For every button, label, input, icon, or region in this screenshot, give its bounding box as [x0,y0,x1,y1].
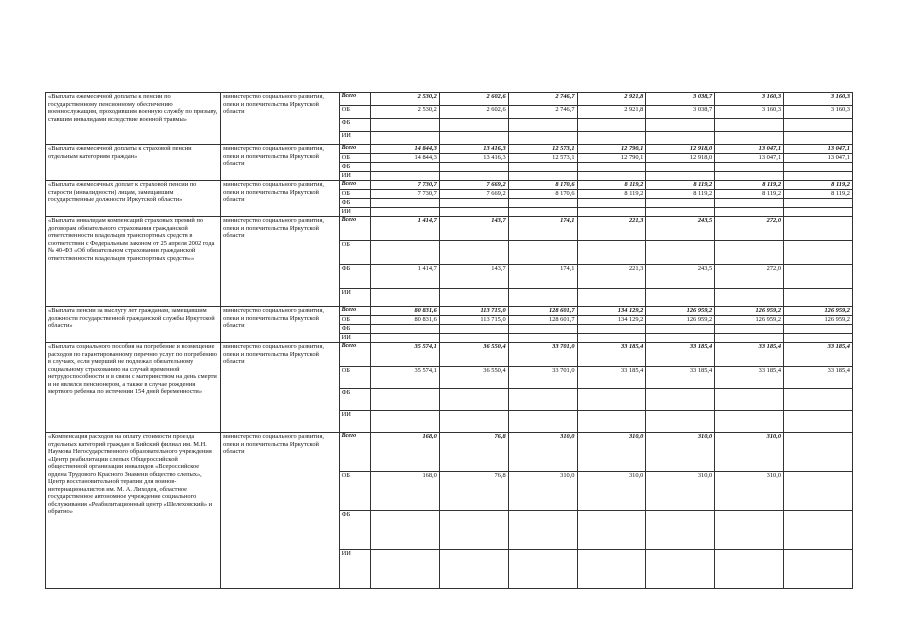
amount-cell: 8 119,2 [577,181,646,190]
amount-cell [577,289,646,307]
amount-cell [715,411,784,433]
amount-cell: 310,0 [577,472,646,511]
amount-cell: 272,0 [715,265,784,289]
amount-cell: 168,0 [370,472,439,511]
amount-cell [646,199,715,208]
amount-cell: 2 530,2 [370,93,439,106]
amount-cell [508,163,577,172]
funding-source-cell: ИИ [339,208,370,217]
amount-cell [646,389,715,411]
amount-cell: 14 844,3 [370,154,439,163]
funding-source-cell: ОБ [339,316,370,325]
amount-cell: 8 119,2 [577,190,646,199]
amount-cell: 12 790,1 [577,154,646,163]
funding-source-cell: Всего [339,93,370,106]
amount-cell [370,550,439,589]
amount-cell [715,325,784,334]
amount-cell [439,208,508,217]
funding-source-cell: ИИ [339,132,370,145]
amount-cell [577,241,646,265]
amount-cell: 126 959,2 [784,316,853,325]
amount-cell [508,389,577,411]
amount-cell [715,163,784,172]
funding-source-cell: ОБ [339,367,370,389]
amount-cell [784,163,853,172]
amount-cell [577,119,646,132]
amount-cell: 14 844,3 [370,145,439,154]
amount-cell: 310,0 [715,472,784,511]
budget-table-body [46,93,853,589]
funding-source-cell: ФБ [339,265,370,289]
amount-cell [577,334,646,343]
amount-cell [646,241,715,265]
amount-cell [439,119,508,132]
amount-cell [370,289,439,307]
amount-cell [577,389,646,411]
amount-cell [508,511,577,550]
amount-cell [646,334,715,343]
amount-cell [439,289,508,307]
budget-table [45,92,853,589]
responsible-org-cell: министерство социального развития, опеки и попечительства Иркутской области [221,217,339,307]
amount-cell: 310,0 [646,433,715,472]
amount-cell: 7 730,7 [370,181,439,190]
measure-name-cell: «Выплата пенсии за выслугу лет гражданам, замещавшим должности государственной гражданской службы Иркутской области» [46,307,221,343]
funding-source-cell: ОБ [339,472,370,511]
amount-cell: 8 170,6 [508,181,577,190]
amount-cell [370,241,439,265]
amount-cell [508,334,577,343]
amount-cell: 143,7 [439,265,508,289]
amount-cell: 33 701,0 [508,367,577,389]
amount-cell [784,172,853,181]
amount-cell: 3 038,7 [646,93,715,106]
funding-source-cell: ФБ [339,511,370,550]
amount-cell: 36 550,4 [439,367,508,389]
funding-source-cell: ФБ [339,325,370,334]
funding-source-cell: Всего [339,145,370,154]
table-row [46,343,853,367]
funding-source-cell: Всего [339,343,370,367]
amount-cell [439,163,508,172]
amount-cell [370,334,439,343]
amount-cell [439,132,508,145]
amount-cell: 126 959,2 [784,307,853,316]
amount-cell [577,172,646,181]
responsible-org-cell: министерство социального развития, опеки и попечительства Иркутской области [221,93,339,145]
amount-cell [370,389,439,411]
amount-cell [715,208,784,217]
amount-cell: 33 701,0 [508,343,577,367]
amount-cell [646,325,715,334]
amount-cell: 76,8 [439,472,508,511]
amount-cell: 1 414,7 [370,217,439,241]
amount-cell [439,199,508,208]
funding-source-cell: Всего [339,181,370,190]
responsible-org-cell: министерство социального развития, опеки и попечительства Иркутской области [221,307,339,343]
amount-cell: 2 746,7 [508,106,577,119]
amount-cell: 221,3 [577,217,646,241]
amount-cell [784,411,853,433]
table-row [46,307,853,316]
amount-cell [646,511,715,550]
amount-cell [508,172,577,181]
responsible-org-cell: министерство социального развития, опеки и попечительства Иркутской области [221,181,339,217]
amount-cell [715,172,784,181]
amount-cell [715,199,784,208]
amount-cell [439,511,508,550]
amount-cell [784,472,853,511]
amount-cell [439,172,508,181]
amount-cell: 33 185,4 [577,343,646,367]
amount-cell [439,334,508,343]
amount-cell [784,265,853,289]
responsible-org-cell: министерство социального развития, опеки и попечительства Иркутской области [221,433,339,589]
funding-source-cell: ИИ [339,289,370,307]
amount-cell: 8 119,2 [715,181,784,190]
amount-cell [508,325,577,334]
amount-cell: 33 185,4 [715,367,784,389]
amount-cell [715,389,784,411]
amount-cell: 310,0 [508,433,577,472]
amount-cell: 143,7 [439,217,508,241]
amount-cell: 8 170,6 [508,190,577,199]
amount-cell: 76,8 [439,433,508,472]
amount-cell: 126 959,2 [715,307,784,316]
funding-source-cell: ИИ [339,172,370,181]
amount-cell [508,132,577,145]
amount-cell [577,511,646,550]
amount-cell: 272,0 [715,217,784,241]
amount-cell: 3 160,3 [784,93,853,106]
amount-cell [715,132,784,145]
amount-cell [577,325,646,334]
amount-cell [370,132,439,145]
amount-cell: 3 160,3 [715,93,784,106]
amount-cell: 8 119,2 [646,190,715,199]
amount-cell [370,411,439,433]
amount-cell: 126 959,2 [646,316,715,325]
amount-cell: 12 573,1 [508,154,577,163]
measure-name-cell: «Выплата ежемесячных доплат к страховой пенсии по старости (инвалидности) лицам, замещавшим государственные должности Иркутской области» [46,181,221,217]
amount-cell: 13 047,1 [784,154,853,163]
amount-cell [715,511,784,550]
amount-cell: 2 921,8 [577,106,646,119]
amount-cell [646,411,715,433]
amount-cell: 33 185,4 [715,343,784,367]
funding-source-cell: ФБ [339,163,370,172]
amount-cell [370,208,439,217]
amount-cell [577,208,646,217]
funding-source-cell: ОБ [339,154,370,163]
amount-cell [784,119,853,132]
amount-cell [370,172,439,181]
amount-cell: 310,0 [646,472,715,511]
amount-cell: 2 602,6 [439,93,508,106]
amount-cell [439,550,508,589]
amount-cell [577,199,646,208]
amount-cell: 126 959,2 [715,316,784,325]
amount-cell: 35 574,1 [370,367,439,389]
amount-cell: 126 959,2 [646,307,715,316]
amount-cell [508,199,577,208]
amount-cell [715,289,784,307]
funding-source-cell: Всего [339,307,370,316]
amount-cell [784,325,853,334]
measure-name-cell: «Выплата инвалидам компенсаций страховых премий по договорам обязательного страхования гражданской ответственности владельцев транспортных средств в соответствии с Федеральным законом от 25 апреля 2002 года № 40-ФЗ «Об обязательном страховании гражданской ответственности владельцев транспортных средств»» [46,217,221,307]
amount-cell [646,163,715,172]
amount-cell: 134 129,2 [577,316,646,325]
amount-cell [577,550,646,589]
amount-cell [508,241,577,265]
amount-cell [439,241,508,265]
table-row [46,181,853,190]
funding-source-cell: ФБ [339,199,370,208]
amount-cell [439,325,508,334]
funding-source-cell: Всего [339,433,370,472]
amount-cell: 3 038,7 [646,106,715,119]
amount-cell: 128 601,7 [508,316,577,325]
amount-cell: 1 414,7 [370,265,439,289]
funding-source-cell: ИИ [339,550,370,589]
amount-cell: 2 921,8 [577,93,646,106]
amount-cell [784,217,853,241]
amount-cell [715,334,784,343]
amount-cell: 33 185,4 [646,343,715,367]
amount-cell: 80 831,6 [370,316,439,325]
table-row [46,217,853,241]
amount-cell: 168,0 [370,433,439,472]
amount-cell: 174,1 [508,217,577,241]
amount-cell: 12 573,1 [508,145,577,154]
amount-cell: 33 185,4 [784,343,853,367]
amount-cell: 8 119,2 [715,190,784,199]
measure-name-cell: «Выплата социального пособия на погребение и возмещение расходов по гарантированному перечню услуг по погребению в случаях, если умерший не подлежал обязательному социальному страхованию на случай временной нетрудоспособности и в связи с материнством на день смерти и не являлся пенсионером, а также в случае рождения мертвого ребенка по истечении 154 дней беременности» [46,343,221,433]
amount-cell: 12 918,0 [646,145,715,154]
amount-cell: 2 602,6 [439,106,508,119]
funding-source-cell: ФБ [339,389,370,411]
amount-cell: 7 669,2 [439,190,508,199]
amount-cell: 8 119,2 [784,190,853,199]
amount-cell [577,411,646,433]
amount-cell: 7 730,7 [370,190,439,199]
amount-cell: 13 047,1 [715,145,784,154]
amount-cell: 33 185,4 [577,367,646,389]
amount-cell [577,132,646,145]
funding-source-cell: ОБ [339,106,370,119]
amount-cell [508,550,577,589]
amount-cell [784,199,853,208]
amount-cell [784,334,853,343]
funding-source-cell: ИИ [339,334,370,343]
amount-cell [646,550,715,589]
amount-cell: 243,5 [646,265,715,289]
amount-cell: 310,0 [715,433,784,472]
funding-source-cell: ОБ [339,241,370,265]
amount-cell [784,132,853,145]
amount-cell [715,119,784,132]
amount-cell: 7 669,2 [439,181,508,190]
amount-cell: 174,1 [508,265,577,289]
amount-cell: 13 047,1 [715,154,784,163]
funding-source-cell: ФБ [339,119,370,132]
amount-cell: 310,0 [577,433,646,472]
amount-cell [370,163,439,172]
amount-cell: 8 119,2 [646,181,715,190]
amount-cell: 3 160,3 [715,106,784,119]
amount-cell: 113 715,0 [439,316,508,325]
amount-cell: 35 574,1 [370,343,439,367]
amount-cell: 2 746,7 [508,93,577,106]
table-row [46,433,853,472]
amount-cell: 134 129,2 [577,307,646,316]
amount-cell [370,199,439,208]
amount-cell [784,389,853,411]
amount-cell [715,550,784,589]
amount-cell: 13 047,1 [784,145,853,154]
amount-cell [508,411,577,433]
amount-cell [784,511,853,550]
amount-cell [439,389,508,411]
amount-cell: 12 790,1 [577,145,646,154]
funding-source-cell: ОБ [339,190,370,199]
amount-cell [439,411,508,433]
amount-cell: 221,3 [577,265,646,289]
amount-cell [370,511,439,550]
amount-cell [784,289,853,307]
responsible-org-cell: министерство социального развития, опеки и попечительства Иркутской области [221,145,339,181]
amount-cell [646,289,715,307]
amount-cell [370,325,439,334]
amount-cell: 36 550,4 [439,343,508,367]
amount-cell [784,241,853,265]
measure-name-cell: «Выплата ежемесячной доплаты к пенсии по государственному пенсионному обеспечению военнослужащим, проходившим военную службу по призыву, ставшим инвалидами вследствие военной травмы» [46,93,221,145]
amount-cell: 113 715,0 [439,307,508,316]
amount-cell [508,208,577,217]
amount-cell: 13 416,3 [439,145,508,154]
funding-source-cell: Всего [339,217,370,241]
amount-cell [784,208,853,217]
amount-cell: 8 119,2 [784,181,853,190]
amount-cell [370,119,439,132]
amount-cell [646,208,715,217]
measure-name-cell: «Компенсация расходов на оплату стоимости проезда отдельных категорий граждан в Бийский филиал им. М.Н. Наумова Негосударственного образовательного учреждения «Центр реабилитации слепых Общероссийской общественной организации инвалидов «Всероссийское ордена Трудового Красного Знамени общество слепых», Центр восстановительной терапии для воинов-интернационалистов им. М. А. Лиходея, областное государственное автономное учреждение социального обслуживания «Реабилитационный центр «Шелеховский» и обратно» [46,433,221,589]
amount-cell: 243,5 [646,217,715,241]
amount-cell [508,289,577,307]
amount-cell [646,132,715,145]
table-row [46,145,853,154]
amount-cell [577,163,646,172]
amount-cell [784,550,853,589]
amount-cell [646,172,715,181]
amount-cell [508,119,577,132]
amount-cell: 12 918,0 [646,154,715,163]
amount-cell: 13 416,3 [439,154,508,163]
amount-cell [646,119,715,132]
funding-source-cell: ИИ [339,411,370,433]
amount-cell: 2 530,2 [370,106,439,119]
amount-cell [715,241,784,265]
amount-cell: 80 831,6 [370,307,439,316]
amount-cell [784,433,853,472]
amount-cell: 33 185,4 [646,367,715,389]
measure-name-cell: «Выплата ежемесячной доплаты к страховой пенсии отдельным категориям граждан» [46,145,221,181]
amount-cell: 33 185,4 [784,367,853,389]
amount-cell: 310,0 [508,472,577,511]
amount-cell: 3 160,3 [784,106,853,119]
table-row [46,93,853,106]
responsible-org-cell: министерство социального развития, опеки и попечительства Иркутской области [221,343,339,433]
amount-cell: 128 601,7 [508,307,577,316]
